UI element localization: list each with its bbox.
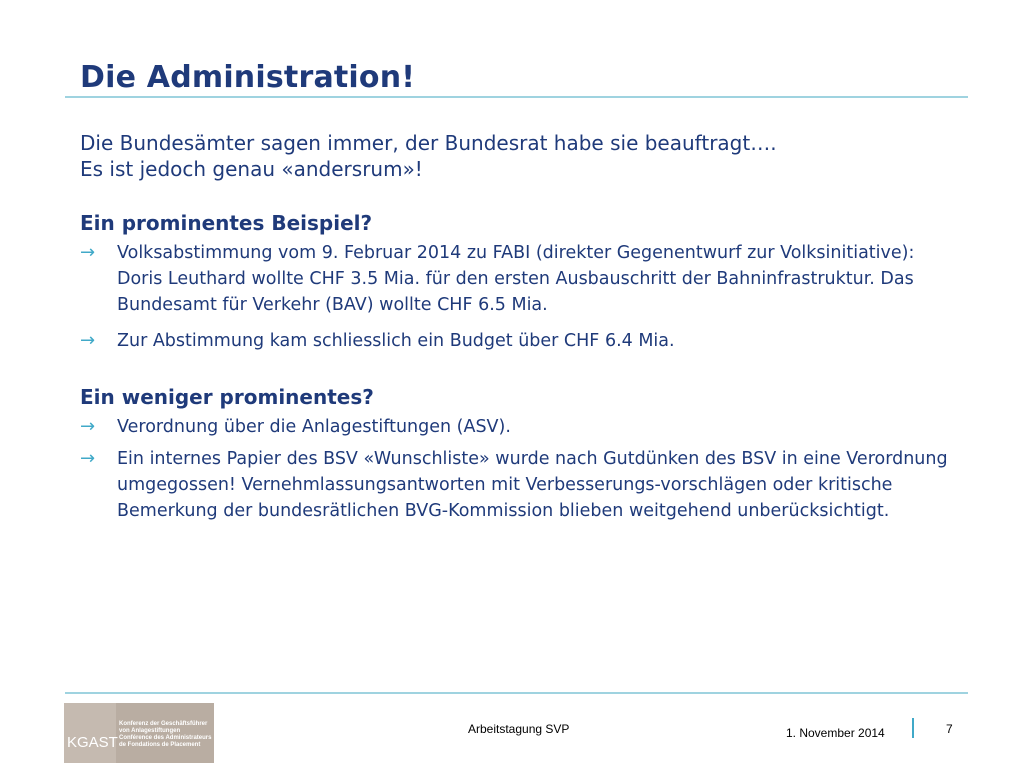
logo-line-3: Conférence des Administrateurs xyxy=(119,735,212,741)
bullet-item xyxy=(80,414,960,440)
logo-line-2: von Anlagestiftungen xyxy=(119,728,181,734)
bullet-item xyxy=(80,446,960,524)
intro-text xyxy=(80,130,960,182)
logo-line-4: de Fondations de Placement xyxy=(119,742,201,748)
page-number: 7 xyxy=(946,722,953,736)
bullet-text: Verordnung über die Anlagestiftungen (ASV). xyxy=(117,417,511,437)
footer-separator xyxy=(912,718,914,738)
footer-divider-line xyxy=(65,692,968,694)
bullet-text: Volksabstimmung vom 9. Februar 2014 zu FABI (direkter Gegenentwurf zur Volksinitiative): Doris Leuthard wollte CHF 3.5 Mia. für den ersten Ausbauschritt der Bahninfrastruktur. Das Bundesamt für Verkehr (BAV) wollte CHF 6.5 Mia. xyxy=(117,243,915,315)
footer-event: Arbeitstagung SVP xyxy=(468,722,570,736)
slide-content xyxy=(80,130,960,524)
logo-acronym: KGAST xyxy=(67,734,118,751)
right-arrow-icon: → xyxy=(80,448,96,469)
right-arrow-icon: → xyxy=(80,242,96,263)
footer-date: 1. November 2014 xyxy=(786,726,885,740)
section-heading-prominent: Ein prominentes Beispiel? xyxy=(80,211,373,235)
title-divider xyxy=(65,96,968,98)
slide-title: Die Administration! xyxy=(80,60,416,95)
right-arrow-icon: → xyxy=(80,330,96,351)
bullet-text: Zur Abstimmung kam schliesslich ein Budget über CHF 6.4 Mia. xyxy=(117,331,675,351)
intro-line-1: Die Bundesämter sagen immer, der Bundesrat habe sie beauftragt…. xyxy=(80,131,777,155)
section-heading-less-prominent: Ein weniger prominentes? xyxy=(80,385,374,409)
bullet-item xyxy=(80,328,960,354)
intro-line-2: Es ist jedoch genau «andersrum»! xyxy=(80,157,423,181)
logo-line-1: Konferenz der Geschäftsführer xyxy=(119,721,208,727)
kgast-logo xyxy=(64,703,214,763)
right-arrow-icon: → xyxy=(80,416,96,437)
bullet-item xyxy=(80,240,960,318)
bullet-text: Ein internes Papier des BSV «Wunschliste» wurde nach Gutdünken des BSV in eine Verordnung umgegossen! Vernehmlassungsantworten mit Verbesserungs-vorschlägen oder kritische Bemerkung der bundesrätlichen BVG-Kommission blieben weitgehend unberücksichtigt. xyxy=(117,449,948,521)
